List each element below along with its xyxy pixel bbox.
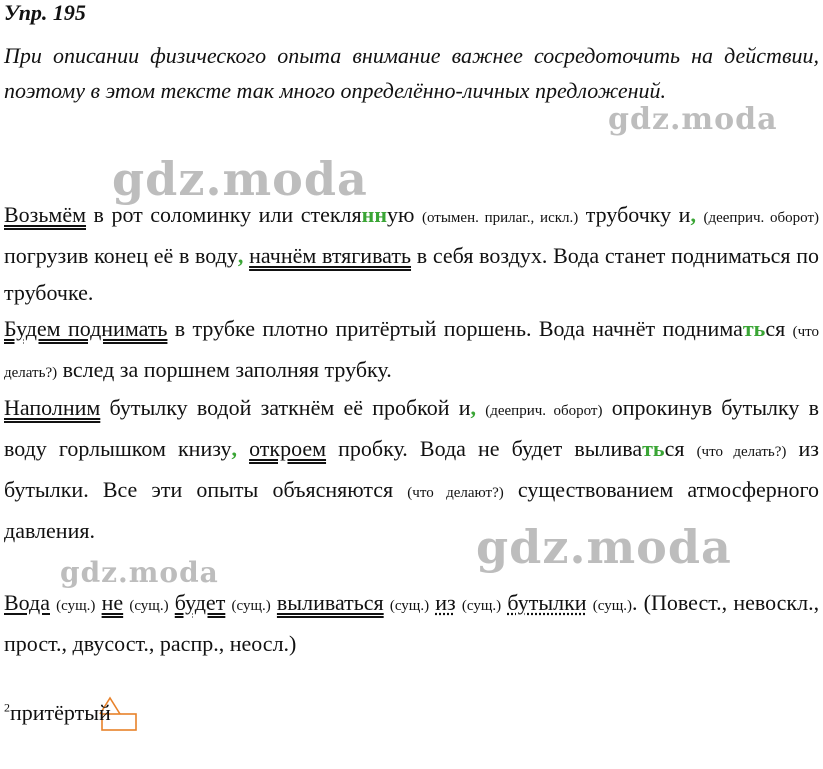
highlight: ть (742, 316, 766, 341)
note: (что делать?) (4, 324, 819, 381)
note: (что делать?) (696, 444, 787, 460)
predicate: откроем (249, 436, 327, 461)
text: . (Повест., невоскл., прост., двусост., распр., неосл.) (4, 590, 820, 656)
text: существованием атмосферного давления. (4, 477, 820, 543)
text: бутылку водой заткнём её пробкой и (100, 395, 471, 420)
watermark: gdz.moda (608, 102, 778, 137)
watermark: gdz.moda (112, 152, 368, 206)
highlight: , (237, 243, 244, 268)
text: ся (765, 316, 793, 341)
predicate: начнём втягивать (249, 243, 412, 268)
note: (сущ.) (461, 598, 502, 614)
note: (дееприч. оборот) (703, 210, 820, 226)
highlight: , (231, 436, 237, 461)
watermark: gdz.moda (476, 520, 732, 574)
object: бутылки (507, 590, 587, 615)
footnote-word: притёртый (10, 700, 111, 725)
highlight: , (470, 395, 477, 420)
note: (сущ.) (389, 598, 430, 614)
note: (сущ.) (231, 598, 271, 614)
predicate: не (101, 590, 124, 615)
text: ся (664, 436, 697, 461)
note: (сущ.) (56, 598, 96, 614)
text (476, 395, 485, 420)
text: в себя воздух. Вода станет подниматься по трубочке. (4, 243, 820, 305)
text: из бутылки. Все эти опыты объясняются (4, 436, 819, 502)
watermark: gdz.moda (60, 556, 219, 589)
paragraph-1 (4, 196, 819, 311)
note: (сущ.) (129, 598, 169, 614)
text: опрокинув бутылку в воду горлышком книзу (4, 395, 820, 461)
note: (дееприч. оборот) (485, 403, 603, 419)
note: (отымен. прилаг., искл.) (421, 210, 579, 226)
text (237, 436, 249, 461)
text: ую (387, 202, 422, 227)
highlight: ть (642, 436, 665, 461)
intro-text: При описании физического опыта внимание важнее сосредоточить на действии, поэтому в этом тексте так много определённо-личных предложений. (4, 43, 819, 103)
predicate: Возьмём (4, 202, 87, 227)
highlight: , (690, 202, 696, 227)
text: вслед за поршнем заполняя трубку. (57, 357, 392, 382)
predicate: Наполним (4, 395, 101, 420)
note: (сущ.) (592, 598, 632, 614)
exercise-title: Упр. 195 (4, 0, 86, 25)
footnote-number: 2 (4, 700, 10, 715)
preposition: из (435, 590, 456, 615)
text: в рот соломинку или стекля (86, 202, 362, 227)
text: погрузив конец её в воду (4, 243, 238, 268)
text: в трубке плотно притёртый поршень. Вода начнёт поднима (167, 316, 743, 341)
highlight: нн (361, 202, 388, 227)
predicate: выливаться (276, 590, 384, 615)
predicate: будет (174, 590, 226, 615)
predicate: Будем поднимать (4, 316, 168, 341)
note: (что делают?) (407, 485, 504, 501)
paragraph-3 (4, 389, 819, 549)
footnote (4, 700, 111, 726)
paragraph-2 (4, 310, 819, 392)
subject: Вода (4, 590, 50, 615)
text: трубочку и (578, 202, 691, 227)
text: пробку. Вода не будет вылива (326, 436, 643, 461)
paragraph-4 (4, 584, 819, 662)
